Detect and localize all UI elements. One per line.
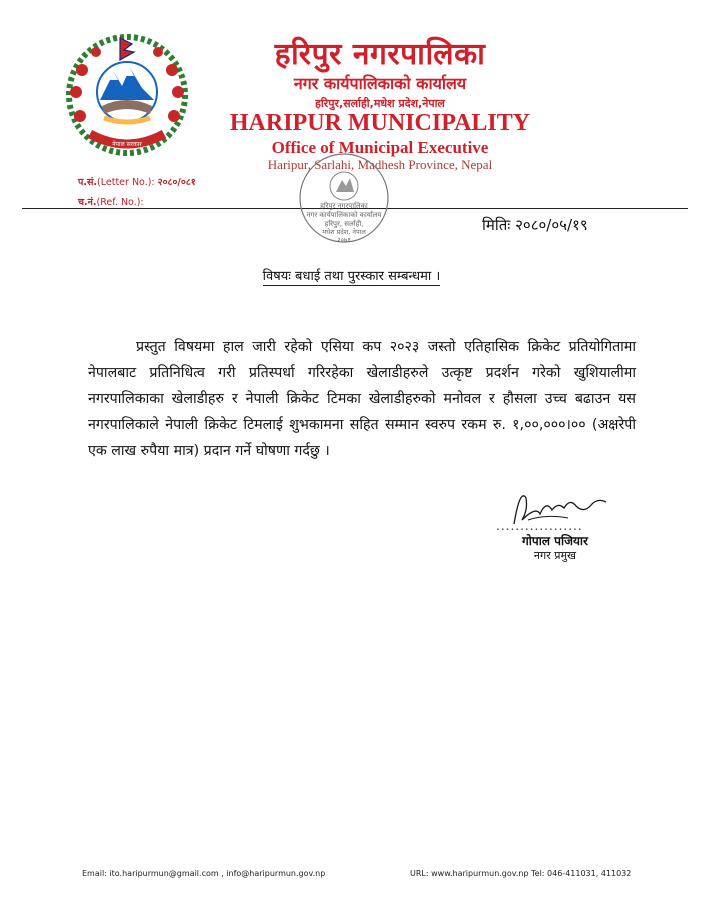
svg-text:मधेश प्रदेश, नेपाल: मधेश प्रदेश, नेपाल [322, 228, 366, 236]
signatory-title: नगर प्रमुख [533, 549, 577, 562]
english-office-title: Office of Municipal Executive [271, 138, 489, 157]
signatory-name: गोपाल पजियार [522, 534, 588, 548]
svg-text:२०७१: २०७१ [337, 236, 351, 244]
ref-number-label: च.नं. [78, 197, 97, 208]
svg-text:हरिपुर नगरपालिका: हरिपुर नगरपालिका [320, 202, 368, 210]
subject-line [0, 266, 703, 284]
footer-url-phone: URL: www.haripurmun.gov.np Tel: 046-411031, 411032 [410, 869, 632, 878]
ref-number-en-label: (Ref. No.): [96, 197, 144, 208]
letter-number [78, 175, 196, 188]
svg-text:नगर कार्यपालिकाको कार्यालय: नगर कार्यपालिकाको कार्यालय [306, 211, 382, 219]
ref-number [78, 195, 144, 208]
nepali-address: हरिपुर,सर्लाही,मधेश प्रदेश,नेपाल [315, 97, 445, 110]
letter-number-en-label: (Letter No.): [97, 177, 155, 188]
nepali-office-title: नगर कार्यपालिकाको कार्यालय [293, 74, 467, 93]
subject-text: विषयः बधाई तथा पुरस्कार सम्बन्धमा । [262, 269, 441, 284]
svg-text:हरिपुर, सर्लाही,: हरिपुर, सर्लाही, [324, 220, 364, 228]
english-address: Haripur, Sarlahi, Madhesh Province, Nepal [267, 157, 493, 172]
letter-number-value: २०८०/०८१ [157, 177, 196, 188]
english-municipality-title: HARIPUR MUNICIPALITY [229, 110, 531, 136]
office-stamp [296, 150, 392, 246]
svg-text:नेपाल सरकार: नेपाल सरकार [112, 141, 142, 148]
letter-date [482, 215, 588, 235]
nepali-municipality-title: हरिपुर नगरपालिका [274, 37, 486, 72]
date-value: २०८०/०५/१९ [515, 216, 588, 234]
date-label: मितिः [482, 216, 511, 234]
letter-body [88, 334, 636, 464]
body-paragraph: प्रस्तुत विषयमा हाल जारी रहेको एसिया कप २०२३ जस्तो एतिहासिक क्रिकेट प्रतियोगितामा नेपालबाट प्रतिनिधित्व गरी प्रतिस्पर्धा गरिरहेका खेलाडीहरुले उत्कृष्ट प्रदर्शन गरेको खुशियालीमा नगरपालिकाका खेलाडीहरु र नेपाली क्रिकेट टिमका खेलाडीहरुको मनोवल र हौसला उच्च बढाउन यस नगरपालिकाले नेपाली क्रिकेट टिमलाई शुभकामना सहित सम्मान स्वरुप रकम रु. १,००,०००।०० (अक्षरेपी एक लाख रुपैया मात्र) प्रदान गर्ने घोषणा गर्दछु । [88, 339, 636, 459]
letter-number-label: प.सं. [78, 177, 98, 188]
footer-email: Email: ito.haripurmun@gmail.com , info@haripurmun.gov.np [82, 869, 326, 878]
signature-line: .................. [496, 519, 583, 533]
